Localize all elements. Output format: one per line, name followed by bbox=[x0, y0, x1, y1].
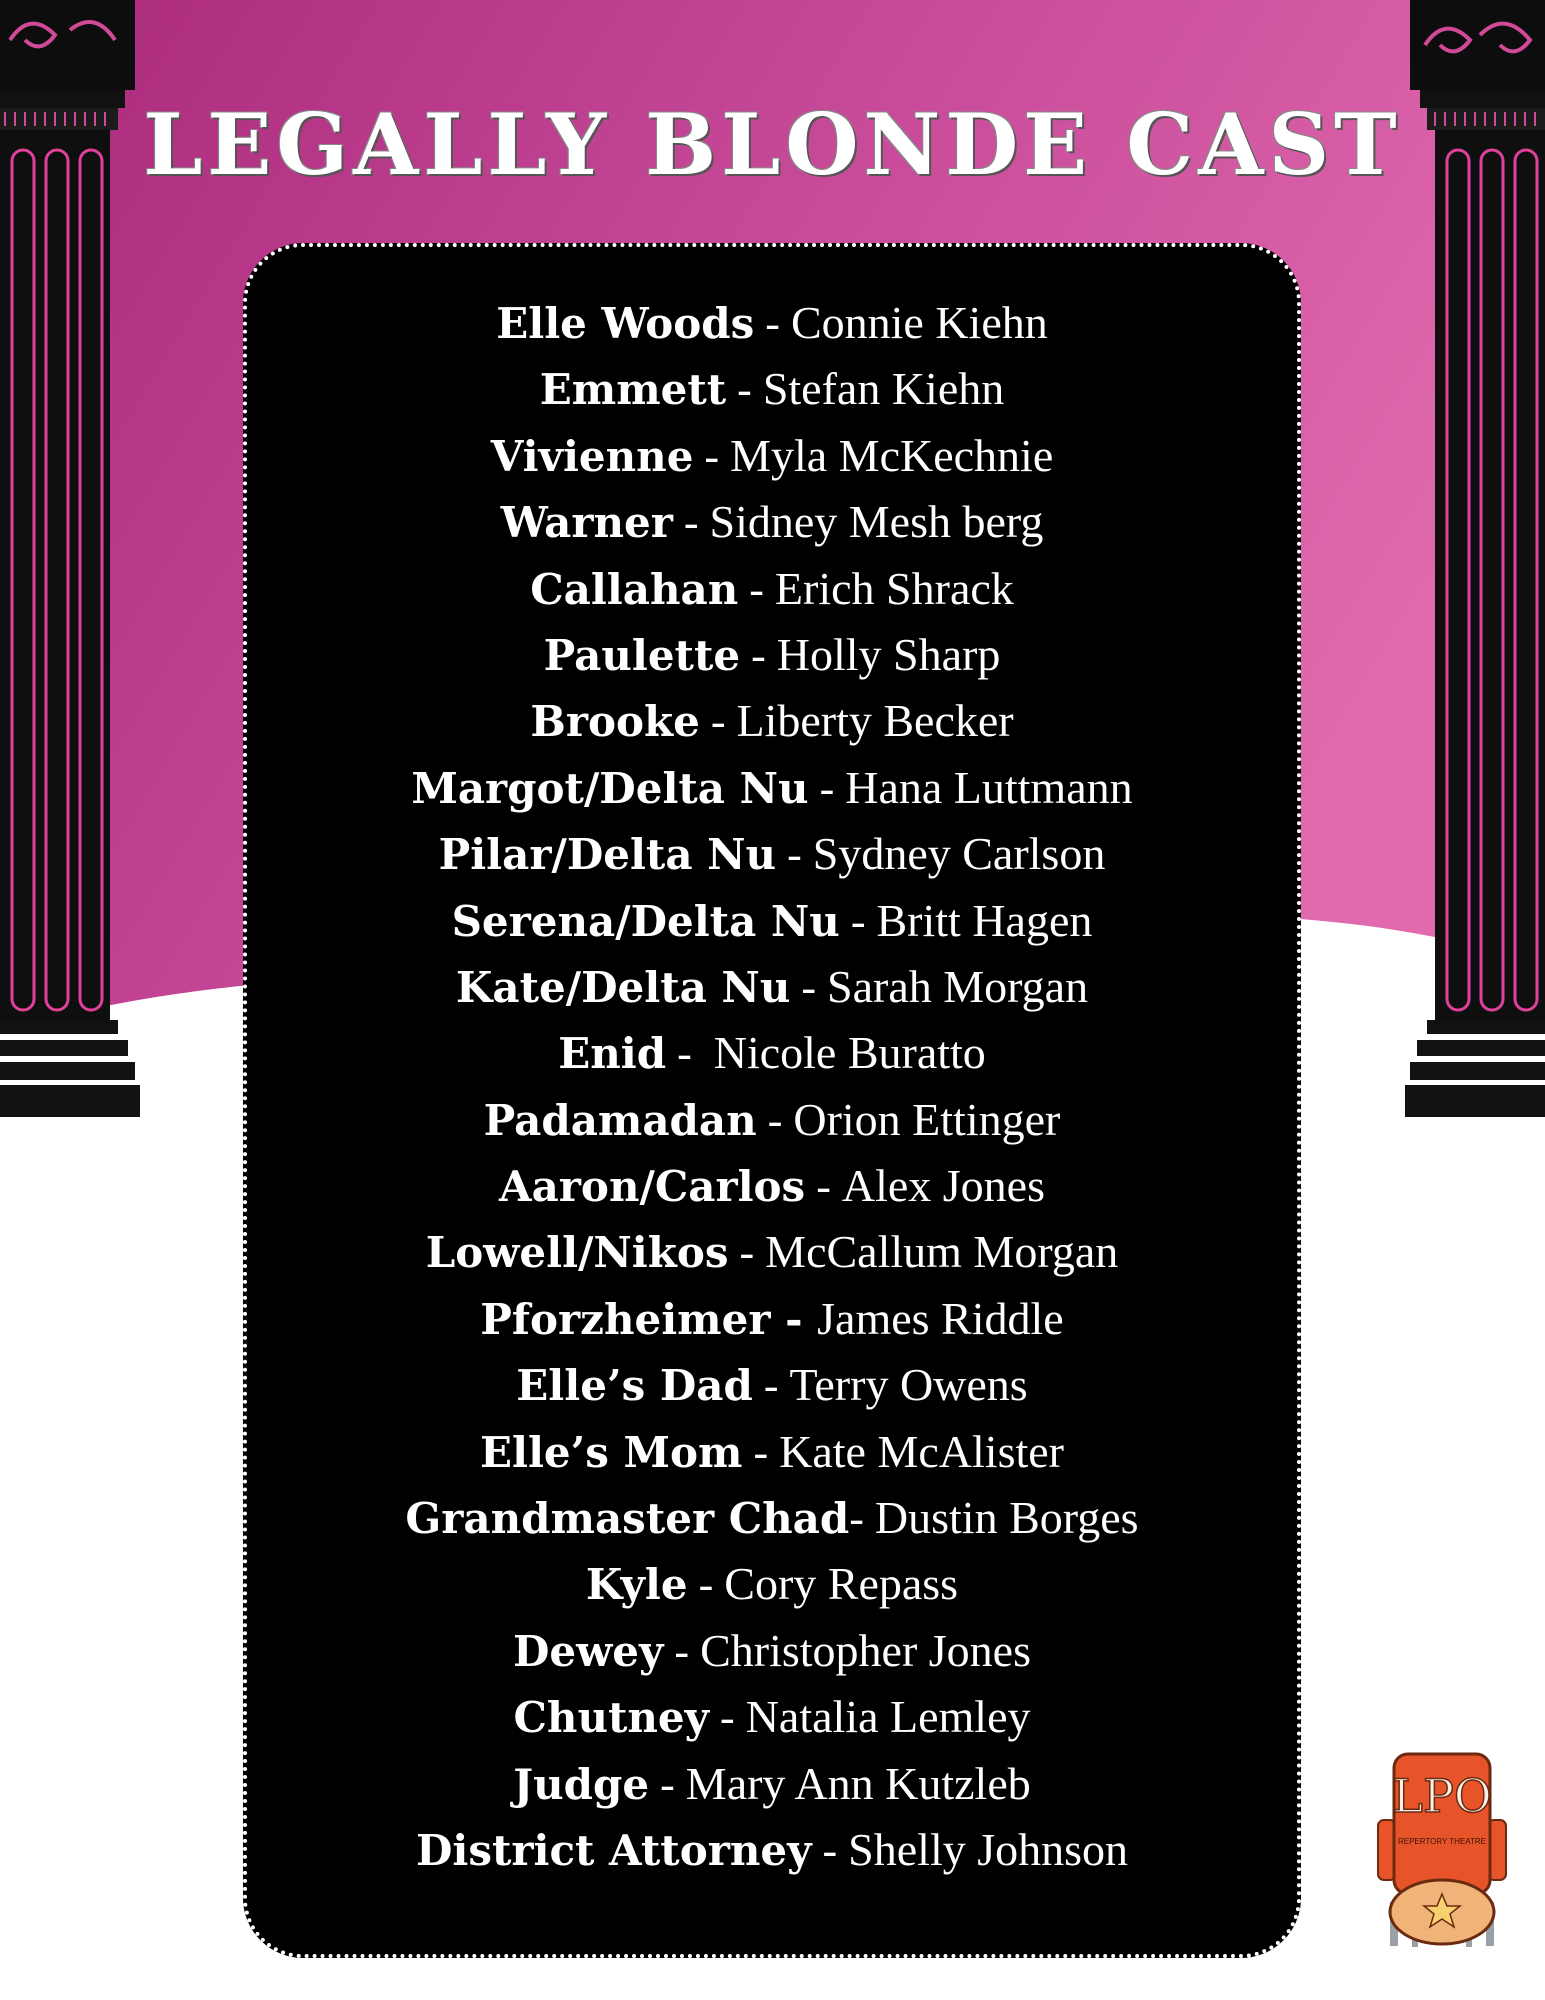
actor-name: Christopher Jones bbox=[700, 1624, 1031, 1676]
cast-row bbox=[243, 954, 1301, 1020]
separator: - bbox=[849, 1494, 875, 1544]
separator: - bbox=[790, 962, 828, 1012]
separator: - bbox=[666, 1029, 714, 1079]
cast-row bbox=[243, 821, 1301, 887]
separator: - bbox=[839, 896, 877, 946]
actor-name: Hana Luttmann bbox=[845, 761, 1133, 813]
cast-row bbox=[243, 688, 1301, 754]
role-name: Elle’s Mom bbox=[480, 1427, 743, 1477]
separator: - bbox=[649, 1759, 686, 1809]
separator: - bbox=[811, 1825, 849, 1875]
separator: - bbox=[805, 1162, 842, 1212]
actor-name: Myla McKechnie bbox=[730, 429, 1054, 481]
role-name: Elle Woods bbox=[496, 299, 755, 348]
actor-name: Kate McAlister bbox=[779, 1425, 1064, 1477]
cast-list bbox=[243, 290, 1301, 1883]
actor-name: Shelly Johnson bbox=[848, 1823, 1129, 1875]
cast-row bbox=[243, 489, 1301, 555]
separator: - bbox=[742, 1427, 780, 1477]
role-name: Grandmaster Chad bbox=[405, 1494, 850, 1544]
role-name: Padamadan bbox=[483, 1095, 757, 1145]
separator: - bbox=[808, 763, 846, 813]
role-name: Kyle bbox=[585, 1560, 688, 1610]
cast-row bbox=[243, 888, 1301, 954]
separator: - bbox=[726, 365, 763, 415]
role-name: Dewey bbox=[512, 1626, 664, 1676]
actor-name: Alex Jones bbox=[841, 1160, 1045, 1212]
cast-row bbox=[243, 622, 1301, 688]
role-name: Judge bbox=[513, 1759, 650, 1809]
separator: - bbox=[752, 1361, 790, 1411]
separator: - bbox=[754, 299, 791, 348]
role-name: Emmett bbox=[539, 365, 727, 415]
cast-row bbox=[243, 755, 1301, 821]
separator: - bbox=[756, 1095, 794, 1145]
actor-name: Britt Hagen bbox=[876, 894, 1093, 946]
role-name: Kate/Delta Nu bbox=[455, 962, 791, 1012]
cast-row bbox=[243, 1618, 1301, 1684]
role-name: Vivienne bbox=[490, 431, 694, 481]
cast-row bbox=[243, 1087, 1301, 1153]
logo-text: LPO bbox=[1392, 1769, 1492, 1823]
cast-row bbox=[243, 1286, 1301, 1352]
separator: - bbox=[738, 564, 775, 614]
separator: - bbox=[687, 1560, 725, 1610]
separator: - bbox=[699, 697, 737, 747]
role-name: Margot/Delta Nu bbox=[411, 763, 809, 813]
cast-row bbox=[243, 1153, 1301, 1219]
separator: - bbox=[709, 1693, 746, 1743]
cast-row bbox=[243, 1219, 1301, 1285]
actor-name: Connie Kiehn bbox=[790, 297, 1048, 348]
role-name: Serena/Delta Nu bbox=[451, 896, 840, 946]
cast-row bbox=[243, 1684, 1301, 1750]
actor-name: Orion Ettinger bbox=[793, 1093, 1061, 1145]
actor-name: Liberty Becker bbox=[736, 695, 1014, 747]
role-name: Callahan bbox=[530, 564, 739, 614]
role-name: District Attorney bbox=[415, 1825, 812, 1875]
actor-name: Terry Owens bbox=[789, 1359, 1028, 1411]
actor-name: James Riddle bbox=[817, 1292, 1064, 1344]
actor-name: Holly Sharp bbox=[776, 628, 1001, 680]
page-title: LEGALLY BLONDE CAST bbox=[143, 95, 1402, 194]
actor-name: Natalia Lemley bbox=[745, 1691, 1031, 1743]
separator: - bbox=[693, 431, 731, 481]
lpo-logo bbox=[1372, 1752, 1512, 1952]
role-name: Elle’s Dad bbox=[516, 1361, 753, 1411]
logo-subtext: REPERTORY THEATRE bbox=[1397, 1837, 1487, 1846]
actor-name: Sydney Carlson bbox=[812, 828, 1106, 880]
actor-name: Dustin Borges bbox=[874, 1492, 1139, 1544]
role-name: Aaron/Carlos bbox=[499, 1162, 806, 1212]
actor-name: Stefan Kiehn bbox=[762, 363, 1005, 415]
cast-row bbox=[243, 1551, 1301, 1617]
cast-row bbox=[243, 1485, 1301, 1551]
actor-name: McCallum Morgan bbox=[765, 1226, 1119, 1278]
separator: - bbox=[740, 630, 777, 680]
separator: - bbox=[672, 498, 710, 548]
separator: - bbox=[776, 830, 813, 880]
role-name: Warner bbox=[500, 498, 673, 548]
actor-name: Sidney Mesh berg bbox=[709, 496, 1044, 548]
cast-row bbox=[243, 1352, 1301, 1418]
cast-row bbox=[243, 290, 1301, 356]
role-name: Pilar/Delta Nu bbox=[438, 830, 777, 880]
role-name: Lowell/Nikos bbox=[425, 1228, 729, 1278]
cast-row bbox=[243, 1020, 1301, 1086]
actor-name: Erich Shrack bbox=[774, 562, 1014, 614]
actor-name: Sarah Morgan bbox=[827, 960, 1089, 1012]
cast-row bbox=[243, 1419, 1301, 1485]
cast-row bbox=[243, 1751, 1301, 1817]
cast-row bbox=[243, 423, 1301, 489]
actor-name: Cory Repass bbox=[724, 1558, 959, 1610]
actor-name: Mary Ann Kutzleb bbox=[685, 1757, 1031, 1809]
role-name: Paulette bbox=[543, 630, 741, 680]
actor-name: Nicole Buratto bbox=[713, 1027, 986, 1079]
cast-row bbox=[243, 556, 1301, 622]
separator: - bbox=[663, 1626, 701, 1676]
role-name: Enid bbox=[558, 1029, 667, 1079]
cast-row bbox=[243, 1817, 1301, 1883]
cast-row bbox=[243, 356, 1301, 422]
role-name: Brooke bbox=[530, 697, 700, 747]
role-name: Chutney bbox=[513, 1693, 710, 1743]
role-name: Pforzheimer - bbox=[480, 1294, 818, 1344]
separator: - bbox=[728, 1228, 766, 1278]
